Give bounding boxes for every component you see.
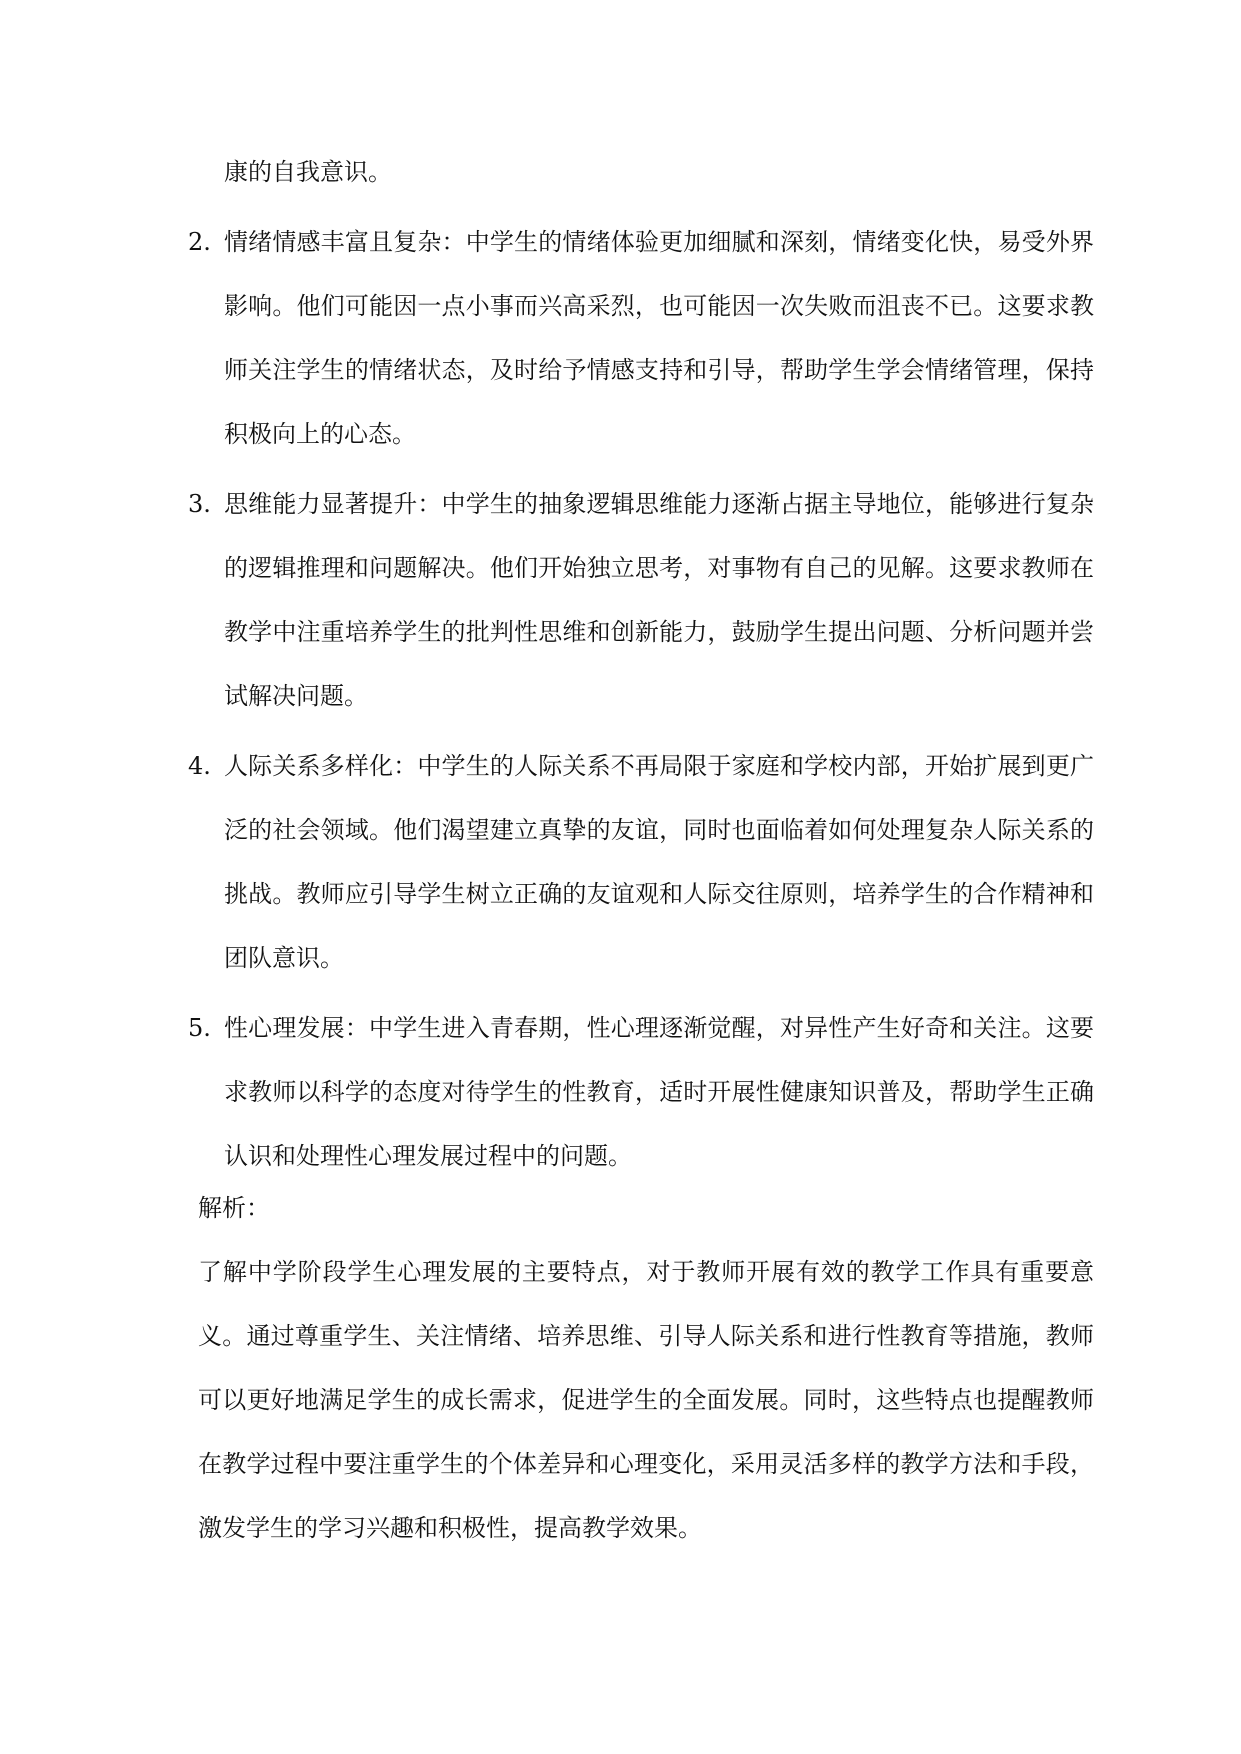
list-item (188, 472, 1094, 728)
continuation-text: 康的自我意识。 (224, 158, 392, 186)
list-item-text: 情绪情感丰富且复杂：中学生的情绪体验更加细腻和深刻，情绪变化快，易受外界影响。他们可能因一点小事而兴高采烈，也可能因一次失败而沮丧不已。这要求教师关注学生的情绪状态，及时给予情感支持和引导，帮助学生学会情绪管理，保持积极向上的心态。 (224, 228, 1094, 448)
list-item-number: 5. (188, 1014, 211, 1042)
analysis-label: 解析： (198, 1194, 270, 1222)
list-item-text: 思维能力显著提升：中学生的抽象逻辑思维能力逐渐占据主导地位，能够进行复杂的逻辑推理和问题解决。他们开始独立思考，对事物有自己的见解。这要求教师在教学中注重培养学生的批判性思维和创新能力，鼓励学生提出问题、分析问题并尝试解决问题。 (224, 490, 1094, 710)
list-item-number: 3. (188, 490, 211, 518)
list-item (188, 734, 1094, 990)
analysis-paragraph: 了解中学阶段学生心理发展的主要特点，对于教师开展有效的教学工作具有重要意义。通过尊重学生、关注情绪、培养思维、引导人际关系和进行性教育等措施，教师可以更好地满足学生的成长需求，促进学生的全面发展。同时，这些特点也提醒教师在教学过程中要注重学生的个体差异和心理变化，采用灵活多样的教学方法和手段，激发学生的学习兴趣和积极性，提高教学效果。 (198, 1258, 1094, 1542)
numbered-list (188, 140, 1094, 1194)
list-item (188, 996, 1094, 1188)
list-item-text: 性心理发展：中学生进入青春期，性心理逐渐觉醒，对异性产生好奇和关注。这要求教师以科学的态度对待学生的性教育，适时开展性健康知识普及，帮助学生正确认识和处理性心理发展过程中的问题。 (224, 1014, 1094, 1170)
list-item-number: 4. (188, 752, 211, 780)
list-item (188, 210, 1094, 466)
list-item-text: 人际关系多样化：中学生的人际关系不再局限于家庭和学校内部，开始扩展到更广泛的社会领域。他们渴望建立真挚的友谊，同时也面临着如何处理复杂人际关系的挑战。教师应引导学生树立正确的友谊观和人际交往原则，培养学生的合作精神和团队意识。 (224, 752, 1094, 972)
list-item-number: 2. (188, 228, 211, 256)
